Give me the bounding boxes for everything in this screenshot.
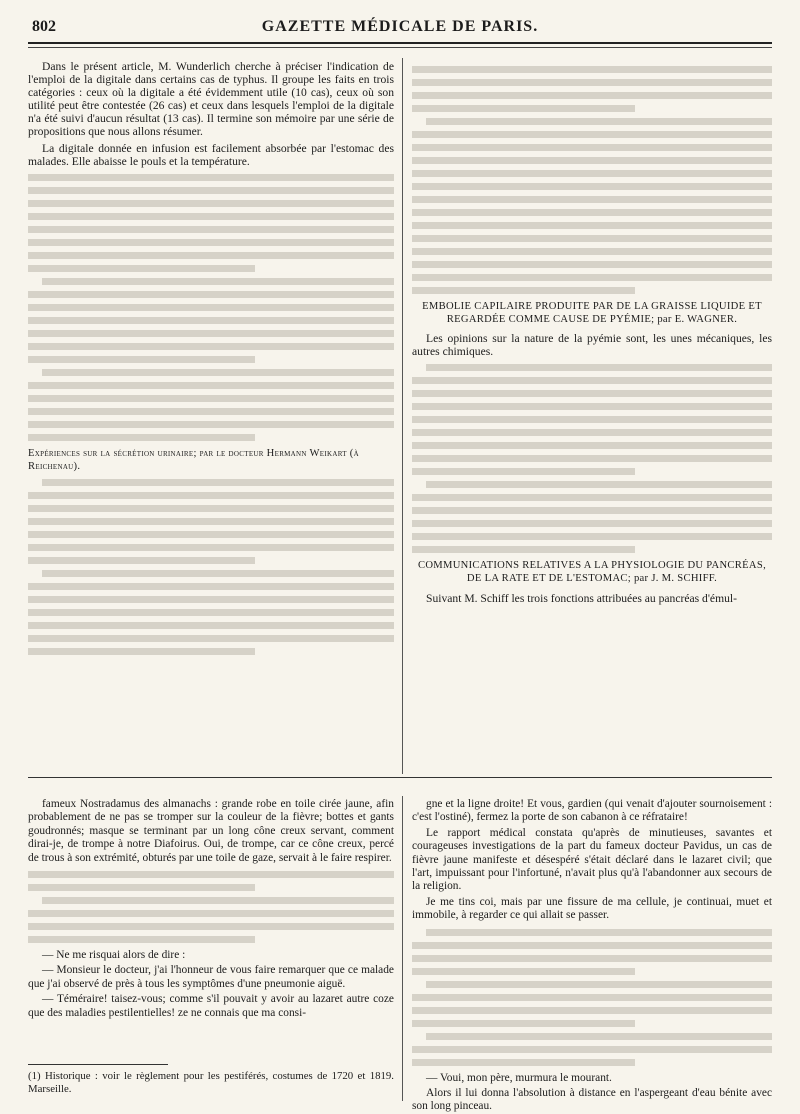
text-line-placeholder: [412, 468, 635, 475]
text-line-placeholder: [412, 994, 772, 1001]
text-line-placeholder: [28, 531, 394, 538]
text-line-placeholder: [28, 583, 394, 590]
text-line-placeholder: [412, 1020, 635, 1027]
text-line-placeholder: [28, 395, 394, 402]
text-line-placeholder: [42, 897, 394, 904]
text-line-placeholder: [42, 479, 394, 486]
page-number: 802: [32, 18, 56, 35]
text-line-placeholder: [28, 544, 394, 551]
text-line-placeholder: [412, 955, 772, 962]
text-line-placeholder: [412, 209, 772, 216]
text-line-placeholder: [412, 507, 772, 514]
text-line-placeholder: [28, 505, 394, 512]
text-line-placeholder: [412, 79, 772, 86]
text-line-placeholder: [28, 408, 394, 415]
text-line-placeholder: [28, 923, 394, 930]
text-line-placeholder: [42, 278, 394, 285]
text-line-placeholder: [412, 968, 635, 975]
text-line-placeholder: [28, 291, 394, 298]
text-line-placeholder: [412, 403, 772, 410]
text-line-placeholder: [412, 942, 772, 949]
paragraph: — Voui, mon père, murmura le mourant.: [426, 1071, 612, 1084]
text-line-placeholder: [28, 936, 255, 943]
text-line-placeholder: [28, 187, 394, 194]
text-line-placeholder: [412, 157, 772, 164]
text-line-placeholder: [28, 239, 394, 246]
paragraph: fameux Nostradamus des almanachs : grande robe en toile cirée jaune, afin probablement de ne pas se tromper sur la couleur de la fièvre; bottes et gants goudronnés; masque se terminant par un long cône creux servant, comment dirai-je, de trompe à notre Diafoirus. Oui, de trompe, car ce cône creux, percé de trous à son extrémité, obturés par une toile de gaze, servait à le faire respirer.: [28, 798, 394, 864]
text-line-placeholder: [426, 981, 772, 988]
paragraph: — Téméraire! taisez-vous; comme s'il pouvait y avoir au lazaret autre coze que des maladies pestilentielles! ze ne connais que ma consi-: [28, 993, 394, 1019]
text-line-placeholder: [28, 910, 394, 917]
text-line-placeholder: [412, 222, 772, 229]
paragraph: Je me tins coi, mais par une fissure de ma cellule, je continuai, muet et immobile, à regarder ce qui allait se passer.: [412, 895, 772, 922]
text-line-placeholder: [28, 330, 394, 337]
text-line-placeholder: [28, 226, 394, 233]
text-line-placeholder: [28, 635, 394, 642]
text-line-placeholder: [412, 442, 772, 449]
text-line-placeholder: [28, 343, 394, 350]
text-line-placeholder: [412, 66, 772, 73]
text-line-placeholder: [28, 265, 255, 272]
text-line-placeholder: [28, 421, 394, 428]
section-title: EMBOLIE CAPILAIRE PRODUITE PAR DE LA GRAISSE LIQUIDE ET REGARDÉE COMME CAUSE DE PYÉMIE; par E. WAGNER.: [422, 301, 762, 326]
text-line-placeholder: [28, 609, 394, 616]
text-line-placeholder: [412, 1059, 635, 1066]
footnote: (1) Historique : voir le règlement pour les pestiférés, costumes de 1720 et 1819. Marseille.: [28, 1070, 394, 1095]
page-header: [28, 14, 772, 40]
text-line-placeholder: [412, 533, 772, 540]
paragraph: — Monsieur le docteur, j'ai l'honneur de vous faire remarquer que ce malade que j'ai observé de près à tous les symptômes d'une pneumonie aiguë.: [28, 964, 394, 990]
text-line-placeholder: [412, 131, 772, 138]
text-line-placeholder: [412, 92, 772, 99]
text-line-placeholder: [28, 596, 394, 603]
text-line-placeholder: [412, 377, 772, 384]
feuilleton-divider: [28, 777, 772, 778]
text-line-placeholder: [426, 1033, 772, 1040]
text-line-placeholder: [28, 884, 255, 891]
paragraph: La digitale donnée en infusion est facilement absorbée par l'estomac des malades. Elle abaisse le pouls et la température.: [28, 141, 394, 168]
right-column: [412, 60, 772, 772]
text-line-placeholder: [412, 248, 772, 255]
text-line-placeholder: [28, 622, 394, 629]
feuilleton-column-divider: [402, 796, 403, 1101]
text-line-placeholder: [412, 416, 772, 423]
feuilleton-right-column: [412, 798, 772, 1113]
text-line-placeholder: [426, 364, 772, 371]
text-line-placeholder: [412, 455, 772, 462]
text-line-placeholder: [412, 196, 772, 203]
footnote-rule: [28, 1064, 168, 1065]
text-line-placeholder: [412, 494, 772, 501]
text-line-placeholder: [426, 929, 772, 936]
text-line-placeholder: [412, 274, 772, 281]
text-line-placeholder: [412, 287, 635, 294]
text-line-placeholder: [412, 170, 772, 177]
text-line-placeholder: [412, 144, 772, 151]
section-title: Expériences sur la sécrétion urinaire; par le docteur Hermann Weikart (à Reichenau).: [28, 447, 359, 472]
text-line-placeholder: [28, 304, 394, 311]
header-rule: [28, 42, 772, 44]
paragraph: — Ne me risquai alors de dire :: [42, 949, 186, 962]
text-line-placeholder: [412, 546, 635, 553]
text-line-placeholder: [28, 356, 255, 363]
header-rule-thin: [28, 47, 772, 48]
text-line-placeholder: [28, 492, 394, 499]
text-line-placeholder: [412, 1046, 772, 1053]
text-line-placeholder: [412, 105, 635, 112]
section-title: COMMUNICATIONS RELATIVES A LA PHYSIOLOGIE DU PANCRÉAS, DE LA RATE ET DE L'ESTOMAC; par J. M. SCHIFF.: [417, 560, 767, 585]
text-line-placeholder: [42, 369, 394, 376]
feuilleton-left-column: [28, 798, 394, 1063]
text-line-placeholder: [42, 570, 394, 577]
text-line-placeholder: [28, 434, 255, 441]
text-line-placeholder: [28, 200, 394, 207]
text-line-placeholder: [28, 252, 394, 259]
text-line-placeholder: [426, 118, 772, 125]
journal-title: GAZETTE MÉDICALE DE PARIS.: [261, 18, 539, 35]
text-line-placeholder: [28, 648, 255, 655]
paragraph: Les opinions sur la nature de la pyémie sont, les unes mécaniques, les autres chimiques.: [412, 332, 772, 359]
paragraph: Le rapport médical constata qu'après de minutieuses, savantes et courageuses investigations de la part du fameux docteur Pavidus, un cas de fièvre jaune manifeste et désespéré s'était déclaré dans le lazaret civil; que l'art, impuissant pour l'infortuné, n'avait plus qu'à l'abandonner aux secours de la religion.: [412, 826, 772, 893]
text-line-placeholder: [28, 518, 394, 525]
text-line-placeholder: [412, 1007, 772, 1014]
paragraph: gne et la ligne droite! Et vous, gardien (qui venait d'ajouter sournoisement : c'est l'ostiné), fermez la porte de son cabanon à ce réfrataire!: [412, 798, 772, 824]
text-line-placeholder: [28, 557, 255, 564]
text-line-placeholder: [28, 213, 394, 220]
text-line-placeholder: [28, 174, 394, 181]
text-line-placeholder: [28, 317, 394, 324]
paragraph: Suivant M. Schiff les trois fonctions attribuées au pancréas d'émul-: [426, 591, 737, 605]
text-line-placeholder: [412, 520, 772, 527]
text-line-placeholder: [412, 261, 772, 268]
paragraph: Dans le présent article, M. Wunderlich cherche à préciser l'indication de l'emploi de la digitale dans certains cas de typhus. Il groupe les faits en trois catégories : ceux où la digitale a été évidemment utile (10 cas), ceux où son utilité peut être contestée (26 cas) et ceux dans lesquels l'emploi de la digitale n'a été suivi d'aucun résultat (13 cas). Il termine son mémoire par une série de propositions que nous allons résumer.: [28, 60, 394, 139]
text-line-placeholder: [412, 235, 772, 242]
text-line-placeholder: [412, 183, 772, 190]
text-line-placeholder: [426, 481, 772, 488]
text-line-placeholder: [28, 871, 394, 878]
text-line-placeholder: [412, 390, 772, 397]
text-line-placeholder: [412, 429, 772, 436]
text-line-placeholder: [28, 382, 394, 389]
column-divider: [402, 58, 403, 774]
paragraph: Alors il lui donna l'absolution à distance en l'aspergeant d'eau bénite avec son long pinceau.: [412, 1087, 772, 1113]
left-column: [28, 60, 394, 772]
